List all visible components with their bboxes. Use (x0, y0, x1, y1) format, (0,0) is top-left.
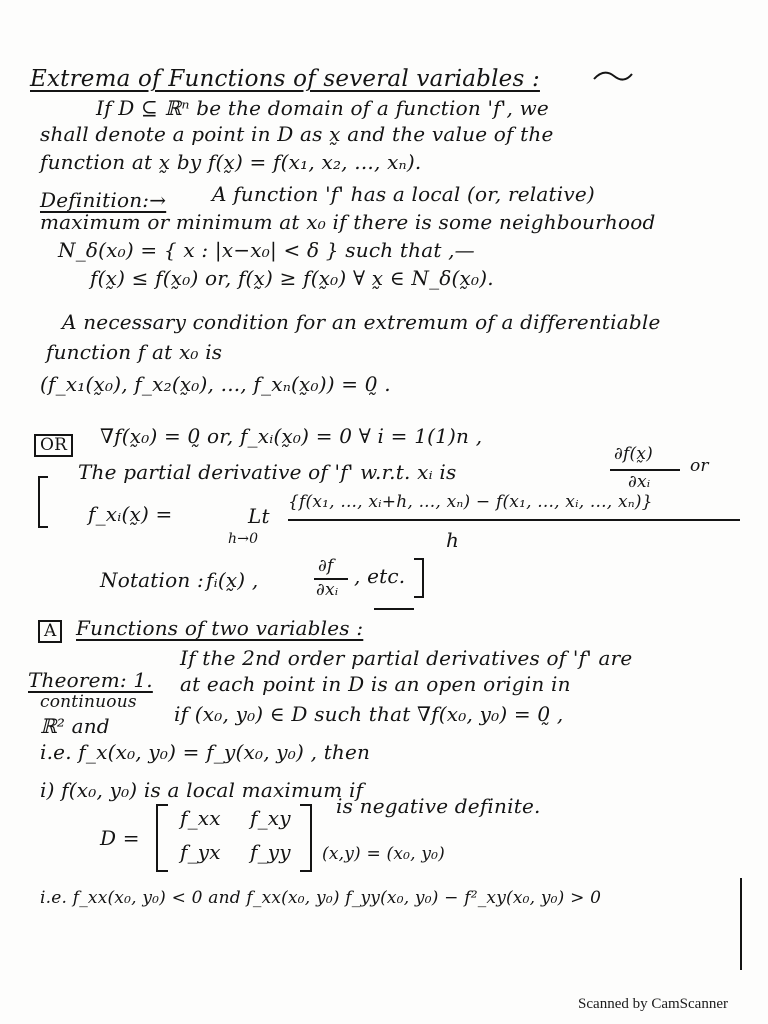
theorem-case-i: i) f(x₀, y₀) is a local maximum if (40, 778, 364, 802)
page-title: Extrema of Functions of several variables : (30, 66, 540, 92)
matrix-cell-22: f_yy (250, 840, 291, 864)
matrix-left-bracket (156, 804, 168, 872)
matrix-cell-12: f_xy (250, 806, 291, 830)
intro-line-3: function at x̰ by f(x̰) = f(x₁, x₂, ..., xₙ). (40, 150, 422, 174)
intro-line-2: shall denote a point in D as x̰ and the value of the (40, 122, 554, 146)
necessary-line-3: (f_x₁(x̰₀), f_x₂(x̰₀), ..., f_xₙ(x̰₀)) = 0̰ . (40, 372, 391, 396)
matrix-right-bracket (300, 804, 312, 872)
theorem-line-1: If the 2nd order partial derivatives of 'f' are (180, 646, 633, 670)
matrix-sub: (x,y) = (x₀, y₀) (322, 844, 446, 864)
definition-line-4: f(x̰) ≤ f(x̰₀) or, f(x̰) ≥ f(x̰₀) ∀ x̰ ∈ N_δ(x̰₀). (90, 266, 494, 290)
scanner-watermark: Scanned by CamScanner (578, 996, 728, 1012)
partial-frac-den: ∂xᵢ (628, 472, 651, 492)
definition-label: Definition:→ (40, 188, 167, 212)
partial-on: or (690, 456, 709, 476)
partial-limit: Lt (248, 504, 270, 528)
necessary-line-2: function f at x₀ is (46, 340, 223, 364)
notation-value: fᵢ(x̰) , (206, 568, 259, 592)
section-a-box: A (38, 620, 62, 643)
or-line: ∇f(x̰₀) = 0̰ or, f_xᵢ(x̰₀) = 0 ∀ i = 1(1)n , (100, 424, 483, 448)
right-margin-line (740, 878, 742, 970)
partial-line-1: The partial derivative of 'f' w.r.t. xᵢ is (78, 460, 457, 484)
section-a-title: Functions of two variables : (76, 616, 364, 640)
intro-line-1: If D ⊆ ℝⁿ be the domain of a function 'f', we (96, 96, 549, 120)
notation-frac-num: ∂f (318, 556, 334, 576)
partial-frac-bar (610, 469, 680, 471)
partial-close-bracket (414, 558, 424, 598)
theorem-ie-line: i.e. f_xx(x₀, y₀) < 0 and f_xx(x₀, y₀) f_yy(x₀, y₀) − f²_xy(x₀, y₀) > 0 (40, 888, 602, 908)
notation-label: Notation : (100, 568, 204, 592)
matrix-cell-11: f_xx (180, 806, 221, 830)
theorem-continuous: continuous (40, 692, 137, 712)
theorem-line-4: i.e. f_x(x₀, y₀) = f_y(x₀, y₀) , then (40, 740, 371, 764)
matrix-label: D = (100, 826, 140, 850)
partial-denominator: h (446, 528, 460, 552)
section-a-dash (374, 608, 414, 610)
partial-lhs: f_xᵢ(x̰) = (88, 502, 173, 526)
matrix-after: is negative definite. (336, 794, 541, 818)
matrix-cell-21: f_yx (180, 840, 221, 864)
theorem-line-2: at each point in D is an open origin in (180, 672, 571, 696)
partial-limit-sub: h→0 (228, 531, 259, 547)
partial-open-bracket (38, 476, 48, 528)
theorem-label: Theorem: 1. (28, 668, 153, 692)
definition-line-1: A function 'f' has a local (or, relative) (212, 182, 595, 206)
theorem-r2-and: ℝ² and (40, 714, 110, 738)
partial-main-bar (288, 519, 740, 521)
necessary-line-1: A necessary condition for an extremum of a differentiable (62, 310, 661, 334)
notation-etc: , etc. (354, 564, 406, 588)
notation-frac-den: ∂xᵢ (316, 580, 339, 600)
theorem-line-3: if (x₀, y₀) ∈ D such that ∇f(x₀, y₀) = 0̰ , (174, 702, 564, 726)
or-box: OR (34, 434, 73, 457)
partial-frac-num: ∂f(x̰) (614, 444, 653, 464)
partial-numerator: {f(x₁, ..., xᵢ+h, ..., xₙ) − f(x₁, ..., xᵢ, ..., xₙ)} (288, 492, 653, 512)
tilde-swash-icon (592, 66, 634, 86)
definition-line-2: maximum or minimum at x₀ if there is some neighbourhood (40, 210, 656, 234)
definition-line-3: N_δ(x₀) = { x : |x−x₀| < δ } such that ,— (58, 238, 475, 262)
